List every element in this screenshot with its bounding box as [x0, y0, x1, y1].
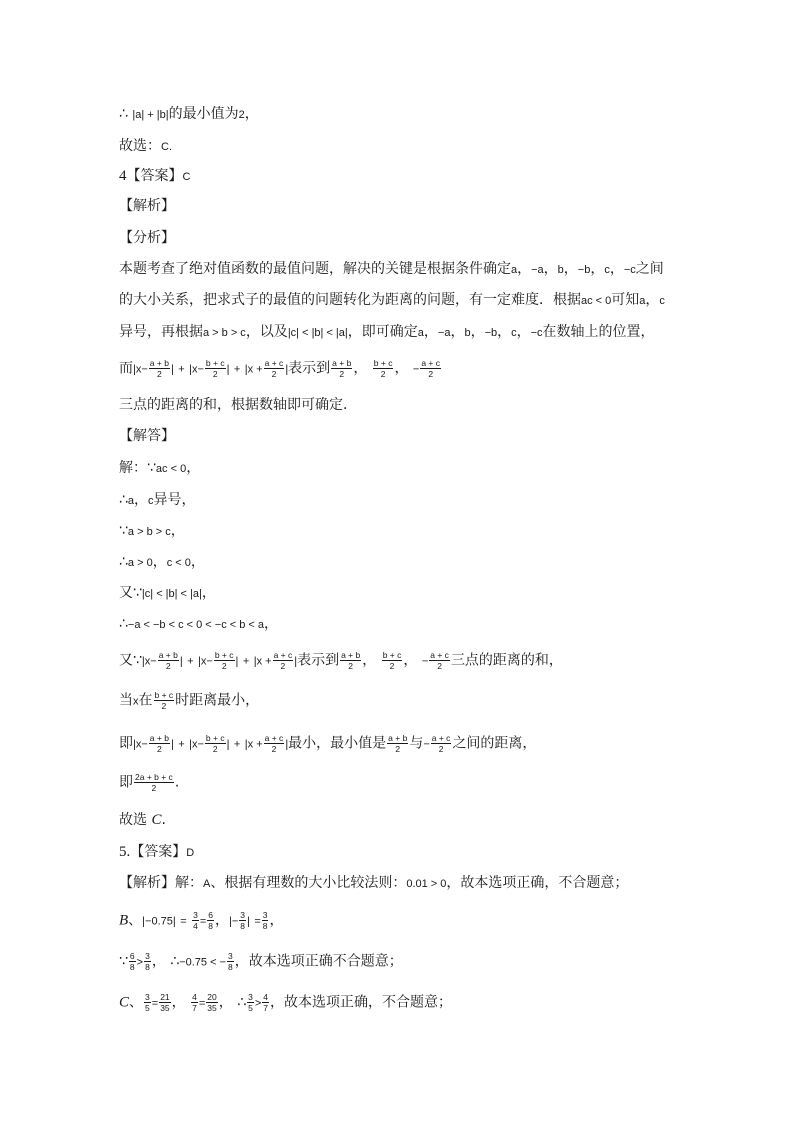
fraction: [144, 992, 151, 1013]
math-expr: −: [412, 363, 420, 376]
question-number: 4: [119, 168, 127, 184]
answer-value: C: [182, 171, 191, 183]
text: ，故本选项正确不合题意；: [234, 953, 403, 970]
text: 时距离最小，: [175, 692, 260, 709]
math-expr: |: [179, 655, 183, 668]
text-line: [119, 358, 442, 380]
text-line: [119, 910, 283, 932]
because-symbol: ∵: [147, 460, 156, 476]
fraction: [149, 733, 170, 754]
math-expr: |x−: [133, 738, 148, 751]
text: 又: [119, 585, 133, 601]
math-expr: |: [226, 363, 230, 376]
text-line: [119, 614, 278, 635]
text: 、: [129, 994, 144, 1011]
text: ，: [214, 912, 229, 929]
fraction: [205, 358, 226, 379]
text: ，: [264, 616, 278, 632]
text: ，: [353, 360, 368, 377]
text: 表示到: [297, 652, 340, 669]
math-expr: >: [254, 997, 262, 1010]
text: 【解析】: [119, 198, 175, 214]
denominator: 2: [165, 661, 171, 671]
numerator: b + c: [373, 358, 393, 368]
denominator: 8: [129, 962, 135, 972]
text: ，: [170, 523, 185, 539]
text: 解：: [175, 875, 203, 891]
math-expr: |x−: [198, 655, 213, 668]
math-expr: |x +: [253, 655, 272, 668]
math-expr: c < 0: [166, 557, 191, 569]
numerator: b + c: [214, 650, 234, 660]
answer-label: 【答案】: [126, 168, 183, 184]
text: 、根据有理数的大小比较法则：: [210, 875, 407, 891]
fraction: [331, 358, 352, 379]
math-expr: |−0.75|: [142, 915, 176, 928]
text: ，: [403, 652, 418, 669]
math-expr: A: [203, 878, 211, 890]
math-expr: a: [127, 495, 135, 507]
numerator: 3: [193, 910, 198, 920]
math-expr: b: [464, 327, 471, 339]
numerator: a + c: [431, 733, 451, 743]
text-line: [119, 951, 403, 973]
text: ，: [563, 261, 578, 277]
math-expr: a: [511, 264, 518, 276]
text: 之间的距离，: [452, 735, 537, 752]
denominator: 7: [192, 1003, 197, 1013]
fraction: [340, 650, 361, 671]
text: .: [168, 141, 173, 153]
text: 故选: [119, 812, 147, 828]
text: 而: [119, 360, 133, 377]
text: ，: [609, 261, 624, 277]
answer-label: 【答案】: [130, 844, 187, 860]
therefore-symbol: ∴: [119, 106, 128, 122]
text: ，: [543, 261, 558, 277]
denominator: 2: [380, 369, 386, 379]
math-expr: =: [199, 915, 207, 928]
numerator: a + b: [341, 650, 361, 660]
text: ，故本选项正确，不合题意；: [270, 994, 453, 1011]
math-expr: c: [511, 327, 517, 339]
fraction: [129, 951, 136, 972]
text-line: [119, 136, 172, 157]
math-expr: a > 0: [127, 557, 153, 569]
fraction: [207, 910, 214, 931]
text: ，: [450, 324, 465, 340]
text: 三点的距离的和，根据数轴即可确定．: [119, 397, 357, 413]
math-expr: C: [151, 812, 162, 828]
text: ，: [269, 912, 284, 929]
numerator: b + c: [154, 690, 174, 700]
text: 在: [138, 692, 153, 709]
numerator: 21: [160, 992, 170, 1002]
text: 【解答】: [119, 428, 175, 444]
numerator: 3: [145, 992, 150, 1002]
numerator: 3: [145, 951, 150, 961]
answer-value: D: [186, 847, 195, 859]
text: 表示到: [288, 360, 331, 377]
text-line: [119, 458, 200, 479]
text: ，: [152, 554, 167, 570]
text: ，: [134, 492, 149, 508]
math-expr: |x−: [189, 363, 204, 376]
denominator: 2: [221, 661, 227, 671]
math-expr: −a: [437, 327, 451, 339]
text: 【分析】: [119, 230, 175, 246]
math-expr: |: [285, 363, 289, 376]
text: 解：: [119, 460, 147, 476]
math-expr: −: [423, 738, 430, 751]
numerator: 3: [262, 910, 268, 920]
text: ，: [423, 324, 438, 340]
math-expr: |: [170, 363, 174, 376]
text: 、: [128, 912, 143, 929]
numerator: a + c: [264, 733, 284, 743]
math-expr: +: [242, 655, 250, 668]
text-line: [119, 690, 259, 712]
text-line: [119, 490, 196, 511]
numerator: 4: [263, 992, 269, 1002]
numerator: 3: [240, 910, 245, 920]
text-line: [119, 583, 216, 604]
text-line: [119, 521, 185, 542]
denominator: 2: [212, 744, 218, 754]
analysis-label: 【解析】: [119, 875, 175, 891]
math-expr: −c: [530, 327, 543, 339]
text: ，: [151, 953, 166, 970]
numerator: a + c: [273, 650, 293, 660]
math-expr: −a < −b < c < 0 < −c < b < a: [127, 619, 264, 631]
math-expr: −: [421, 655, 429, 668]
math-expr: =: [254, 915, 261, 928]
math-expr: ac < 0: [581, 295, 612, 307]
option-label: B: [119, 912, 129, 929]
fraction: [262, 992, 269, 1013]
numerator: a + c: [264, 358, 284, 368]
text: 之间: [635, 261, 664, 277]
option-label: C: [119, 994, 130, 1011]
denominator: 2: [438, 744, 444, 754]
text-line: [119, 395, 357, 415]
text: 即: [119, 735, 133, 752]
text: ，: [190, 554, 205, 570]
fraction: [262, 910, 269, 931]
text: 又: [119, 652, 133, 669]
text: ，: [244, 106, 259, 122]
numerator: 4: [192, 992, 197, 1002]
math-expr: +: [233, 363, 241, 376]
because-symbol: ∵: [119, 953, 128, 970]
text-line: [119, 873, 628, 894]
fraction: [382, 650, 403, 671]
denominator: 8: [208, 921, 213, 931]
text-line: [119, 259, 664, 280]
text: 在数轴上的位置，: [542, 324, 655, 340]
fraction: [227, 951, 234, 972]
denominator: 5: [145, 1003, 150, 1013]
fraction: [159, 992, 170, 1013]
because-symbol: ∵: [133, 652, 142, 669]
numerator: 20: [207, 992, 217, 1002]
math-expr: |: [226, 738, 230, 751]
numerator: 3: [248, 992, 253, 1002]
text: ，: [362, 652, 377, 669]
therefore-symbol: ∴: [170, 953, 180, 970]
text-line: [119, 772, 179, 793]
math-expr: +: [178, 738, 185, 751]
numerator: a + b: [332, 358, 352, 368]
math-expr: |c| < |b| < |a|: [141, 588, 202, 600]
denominator: 2: [271, 369, 277, 379]
denominator: 7: [263, 1003, 269, 1013]
denominator: 8: [145, 962, 150, 972]
math-expr: |x +: [244, 738, 263, 751]
text: 与: [409, 735, 424, 752]
math-expr: |x−: [141, 655, 157, 668]
fraction: [373, 358, 394, 379]
denominator: 2: [280, 661, 286, 671]
therefore-symbol: ∴: [119, 616, 128, 632]
fraction: [214, 650, 235, 671]
denominator: 8: [240, 921, 245, 931]
fraction: [206, 992, 217, 1013]
fraction: [429, 650, 450, 671]
math-expr: =: [180, 915, 187, 928]
text: ，: [516, 324, 531, 340]
numerator: b + c: [205, 733, 225, 743]
denominator: 2: [348, 661, 354, 671]
denominator: 2: [271, 744, 277, 754]
text: ，: [186, 460, 201, 476]
numerator: 6: [129, 951, 135, 961]
denominator: 4: [193, 921, 198, 931]
solution-label: [119, 426, 175, 446]
math-expr: c: [148, 495, 154, 507]
text: ，: [470, 324, 485, 340]
math-expr: C: [161, 141, 169, 153]
text-line: [119, 552, 205, 573]
math-expr: c: [659, 295, 665, 307]
numerator: a + b: [388, 733, 408, 743]
math-expr: a > b > c: [127, 526, 171, 538]
text: 异号，: [153, 492, 196, 508]
therefore-symbol: ∴: [119, 554, 128, 570]
text: 的大小关系，把求式子的最值的问题转化为距离的问题，有一定难度．根据: [119, 292, 581, 308]
denominator: 2: [437, 661, 442, 671]
text: .: [161, 812, 166, 828]
denominator: 2: [389, 661, 395, 671]
text: ，: [171, 994, 186, 1011]
math-expr: +: [187, 655, 194, 668]
text-line: [119, 322, 655, 343]
denominator: 2: [395, 744, 401, 754]
denominator: 35: [207, 1003, 217, 1013]
text: 故选：: [119, 138, 161, 154]
math-expr: a: [639, 295, 646, 307]
math-expr: 0.01 > 0: [406, 878, 447, 890]
text-line: [119, 290, 665, 311]
math-expr: −a: [531, 264, 544, 276]
math-expr: |c| < |b| < |a|: [287, 327, 348, 339]
fraction: [205, 733, 226, 754]
numerator: a + b: [149, 358, 169, 368]
denominator: 8: [262, 921, 268, 931]
math-expr: b: [557, 264, 564, 276]
denominator: 5: [248, 1003, 253, 1013]
text-line: [119, 650, 563, 672]
because-symbol: ∵: [119, 523, 128, 539]
math-expr: ac < 0: [155, 463, 187, 475]
numerator: 3: [228, 951, 233, 961]
fraction: [264, 358, 285, 379]
analysis-label: [119, 196, 175, 216]
math-expr: a > b > c: [203, 327, 246, 339]
fraction: [273, 650, 294, 671]
text: 即: [119, 774, 133, 791]
text: 可知: [611, 292, 640, 308]
text: 最小，最小值是: [288, 735, 387, 752]
fraction: [192, 910, 199, 931]
math-expr: |: [285, 738, 289, 751]
denominator: 2: [428, 369, 434, 379]
fenxi-label: [119, 228, 175, 248]
text: ，: [645, 292, 660, 308]
fraction: [191, 992, 198, 1013]
answer-heading: [119, 166, 190, 187]
math-expr: c: [604, 264, 610, 276]
numerator: 2a + b + c: [135, 772, 173, 782]
numerator: a + b: [158, 650, 178, 660]
therefore-symbol: ∴: [119, 492, 128, 508]
numerator: 6: [208, 910, 213, 920]
math-expr: −c: [623, 264, 636, 276]
numerator: b + c: [382, 650, 402, 660]
because-symbol: ∵: [133, 585, 142, 601]
text: ，: [497, 324, 512, 340]
text: 本题考查了绝对值函数的最值问题，解决的关键是根据条件确定: [119, 261, 511, 277]
math-expr: |: [294, 655, 298, 668]
numerator: a + c: [430, 650, 449, 660]
math-expr: |x−: [133, 363, 148, 376]
math-expr: +: [233, 738, 241, 751]
fraction: [420, 358, 441, 379]
question-number: 5.: [119, 844, 131, 860]
math-expr: +: [178, 363, 185, 376]
fraction: [264, 733, 285, 754]
text: ，: [394, 360, 409, 377]
text: ，即可确定: [347, 324, 418, 340]
denominator: 8: [228, 962, 233, 972]
denominator: 2: [151, 783, 157, 793]
math-expr: |: [170, 738, 174, 751]
text: 的最小值为: [168, 106, 239, 122]
denominator: 2: [156, 369, 162, 379]
fraction: [149, 358, 170, 379]
numerator: a + b: [149, 733, 169, 743]
text: 三点的距离的和，: [450, 652, 563, 669]
fraction: [431, 733, 452, 754]
fraction: [239, 910, 246, 931]
text: ，: [517, 261, 532, 277]
math-expr: |: [247, 915, 250, 928]
math-expr: >: [136, 956, 144, 969]
math-expr: −0.75 < −: [179, 956, 226, 969]
text: ，: [201, 585, 216, 601]
text: 当: [119, 692, 133, 709]
denominator: 2: [156, 744, 162, 754]
math-expr: x: [133, 695, 139, 708]
fraction: [154, 690, 175, 711]
text-line: [119, 104, 259, 125]
math-expr: |x−: [189, 738, 204, 751]
text-line: [119, 810, 166, 830]
text: .: [174, 774, 180, 791]
text: 异号，再根据: [119, 324, 203, 340]
math-expr: 2: [238, 109, 245, 121]
text: ，: [590, 261, 605, 277]
math-expr: =: [151, 997, 159, 1010]
denominator: 2: [212, 369, 218, 379]
math-expr: −b: [484, 327, 498, 339]
fraction: [158, 650, 179, 671]
therefore-symbol: ∴: [237, 994, 247, 1011]
math-expr: |x +: [244, 363, 263, 376]
math-expr: |: [235, 655, 239, 668]
numerator: b + c: [205, 358, 225, 368]
text-line: [119, 733, 536, 755]
fraction: [134, 772, 174, 793]
denominator: 2: [161, 701, 167, 711]
text: ，故本选项正确，不合题意；: [446, 875, 629, 891]
math-expr: =: [198, 997, 206, 1010]
fraction: [247, 992, 254, 1013]
fraction: [144, 951, 151, 972]
denominator: 35: [160, 1003, 170, 1013]
answer-heading: [119, 842, 194, 863]
text: ，: [218, 994, 233, 1011]
text: ，以及: [245, 324, 288, 340]
math-expr: |a| + |b|: [132, 109, 169, 121]
text-line: [119, 992, 452, 1014]
numerator: a + c: [421, 358, 441, 368]
fraction: [387, 733, 408, 754]
math-expr: a: [417, 327, 424, 339]
math-expr: −b: [577, 264, 591, 276]
denominator: 2: [339, 369, 345, 379]
math-expr: |−: [228, 915, 239, 928]
